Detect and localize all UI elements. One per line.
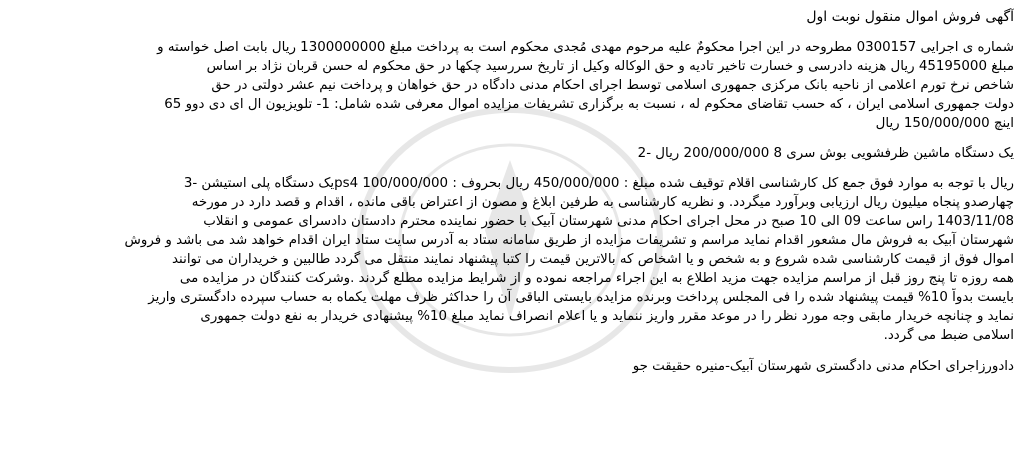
paragraph-1-line: مبلغ 45195000 ریال هزینه دادرسی و خسارت تاخیر تادیه و حق الوکاله وکیل از تاریخ سررسید چکها در حق محکوم له حسن قربان نژاد بر اساس [206, 59, 1014, 74]
paragraph-2-line: ریال با توجه به موارد فوق جمع کل کارشناسی اقلام توقیف شده مبلغ : 450/000/000 ریال بحروف : 100/000/000 ps4یک دستگاه پلی استیشن -3 [183, 176, 1014, 191]
paragraph-2-line: 1403/11/08 راس ساعت 09 الی 10 صبح در محل اجرای احکام مدنی شهرستان آبیک با حضور نماینده محترم دادستان دادسرای عمومی و انقلاب [203, 214, 1014, 229]
notice-title: آگهی فروش اموال منقول نوبت اول [806, 9, 1014, 25]
paragraph-1 [10, 38, 1014, 133]
paragraph-2-line: اموال فوق از قیمت کارشناسی شده شروع و به شخص و یا اشخاص که بالاترین قیمت را کتبا پیشنهاد نمایند منتقل می گردد طالبین و خریداران می توانند [172, 252, 1014, 267]
signature: دادورزاجرای احکام مدنی دادگستری شهرستان آبیک-منیره حقیقت جو [632, 359, 1014, 374]
paragraph-1-line: اینچ 150/000/000 ریال [875, 116, 1014, 131]
paragraph-2-line: همه روزه تا پنج روز قبل از مراسم مزایده جهت مزید اطلاع به این اجراء مراجعه نموده و از شرایط مزایده مطلع گردند .وشرکت کنندگان در مزایده می [179, 271, 1014, 286]
paragraph-2 [10, 174, 1014, 345]
paragraph-1-line: شماره ی اجرایی 0300157 مطروحه در این اجرا محکومٌ علیه مرحوم مهدی مُجدی محکوم است به پرداخت مبلغ 1300000000 ریال بابت اصل خواسته و [157, 40, 1014, 55]
paragraph-1-line: دولت جمهوری اسلامی ایران ، که حسب تقاضای محکوم له ، نسبت به برگزاری تشریفات مزایده اموال معرفی شده شامل: 1- تلویزیون ال ای دی دوو 65 [164, 97, 1014, 112]
paragraph-2-line: چهارصدو پنجاه میلیون ریال ارزیابی وبرآورد میگردد. و نظریه کارشناسی به طرفین ابلاغ و مصون از اعتراض باقی مانده ، اقدام و قصد دارد در مورخه [191, 195, 1014, 210]
auction-item-2: یک دستگاه ماشین ظرفشویی بوش سری 8 200/000/000 ریال -2 [637, 146, 1014, 161]
paragraph-2-line: بایست بدواً 10% قیمت پیشنهاد شده را فی المجلس پرداخت وبرنده مزایده بایستی الباقی آن را حداکثر ظرف مهلت یکماه به حساب سپرده دادگستری واریز [148, 290, 1014, 305]
paragraph-1-line: شاخص نرخ تورم اعلامی از ناحیه بانک مرکزی جمهوری اسلامی توسط اجرای احکام مدنی دادگاه در حق خواهان و پرداخت نیم عشر دولتی در حق [211, 78, 1014, 93]
paragraph-2-line: شهرستان آبیک به فروش مال مشعور اقدام نماید مراسم و تشریفات مزایده از طریق سامانه ستاد به آدرس سایت ستاد ایران اقدام خواهد شد می باشد و فروش [124, 233, 1014, 248]
paragraph-2-line: اسلامی ضبط می گردد. [883, 328, 1014, 343]
paragraph-2-line: نماید و چنانچه خریدار مابقی وجه مورد نظر را در موعد مقرر واریز ننماید و یا اعلام انصراف نماید مبلغ 10% پیشنهادی خریدار به نفع دولت جمهوری [200, 309, 1014, 324]
